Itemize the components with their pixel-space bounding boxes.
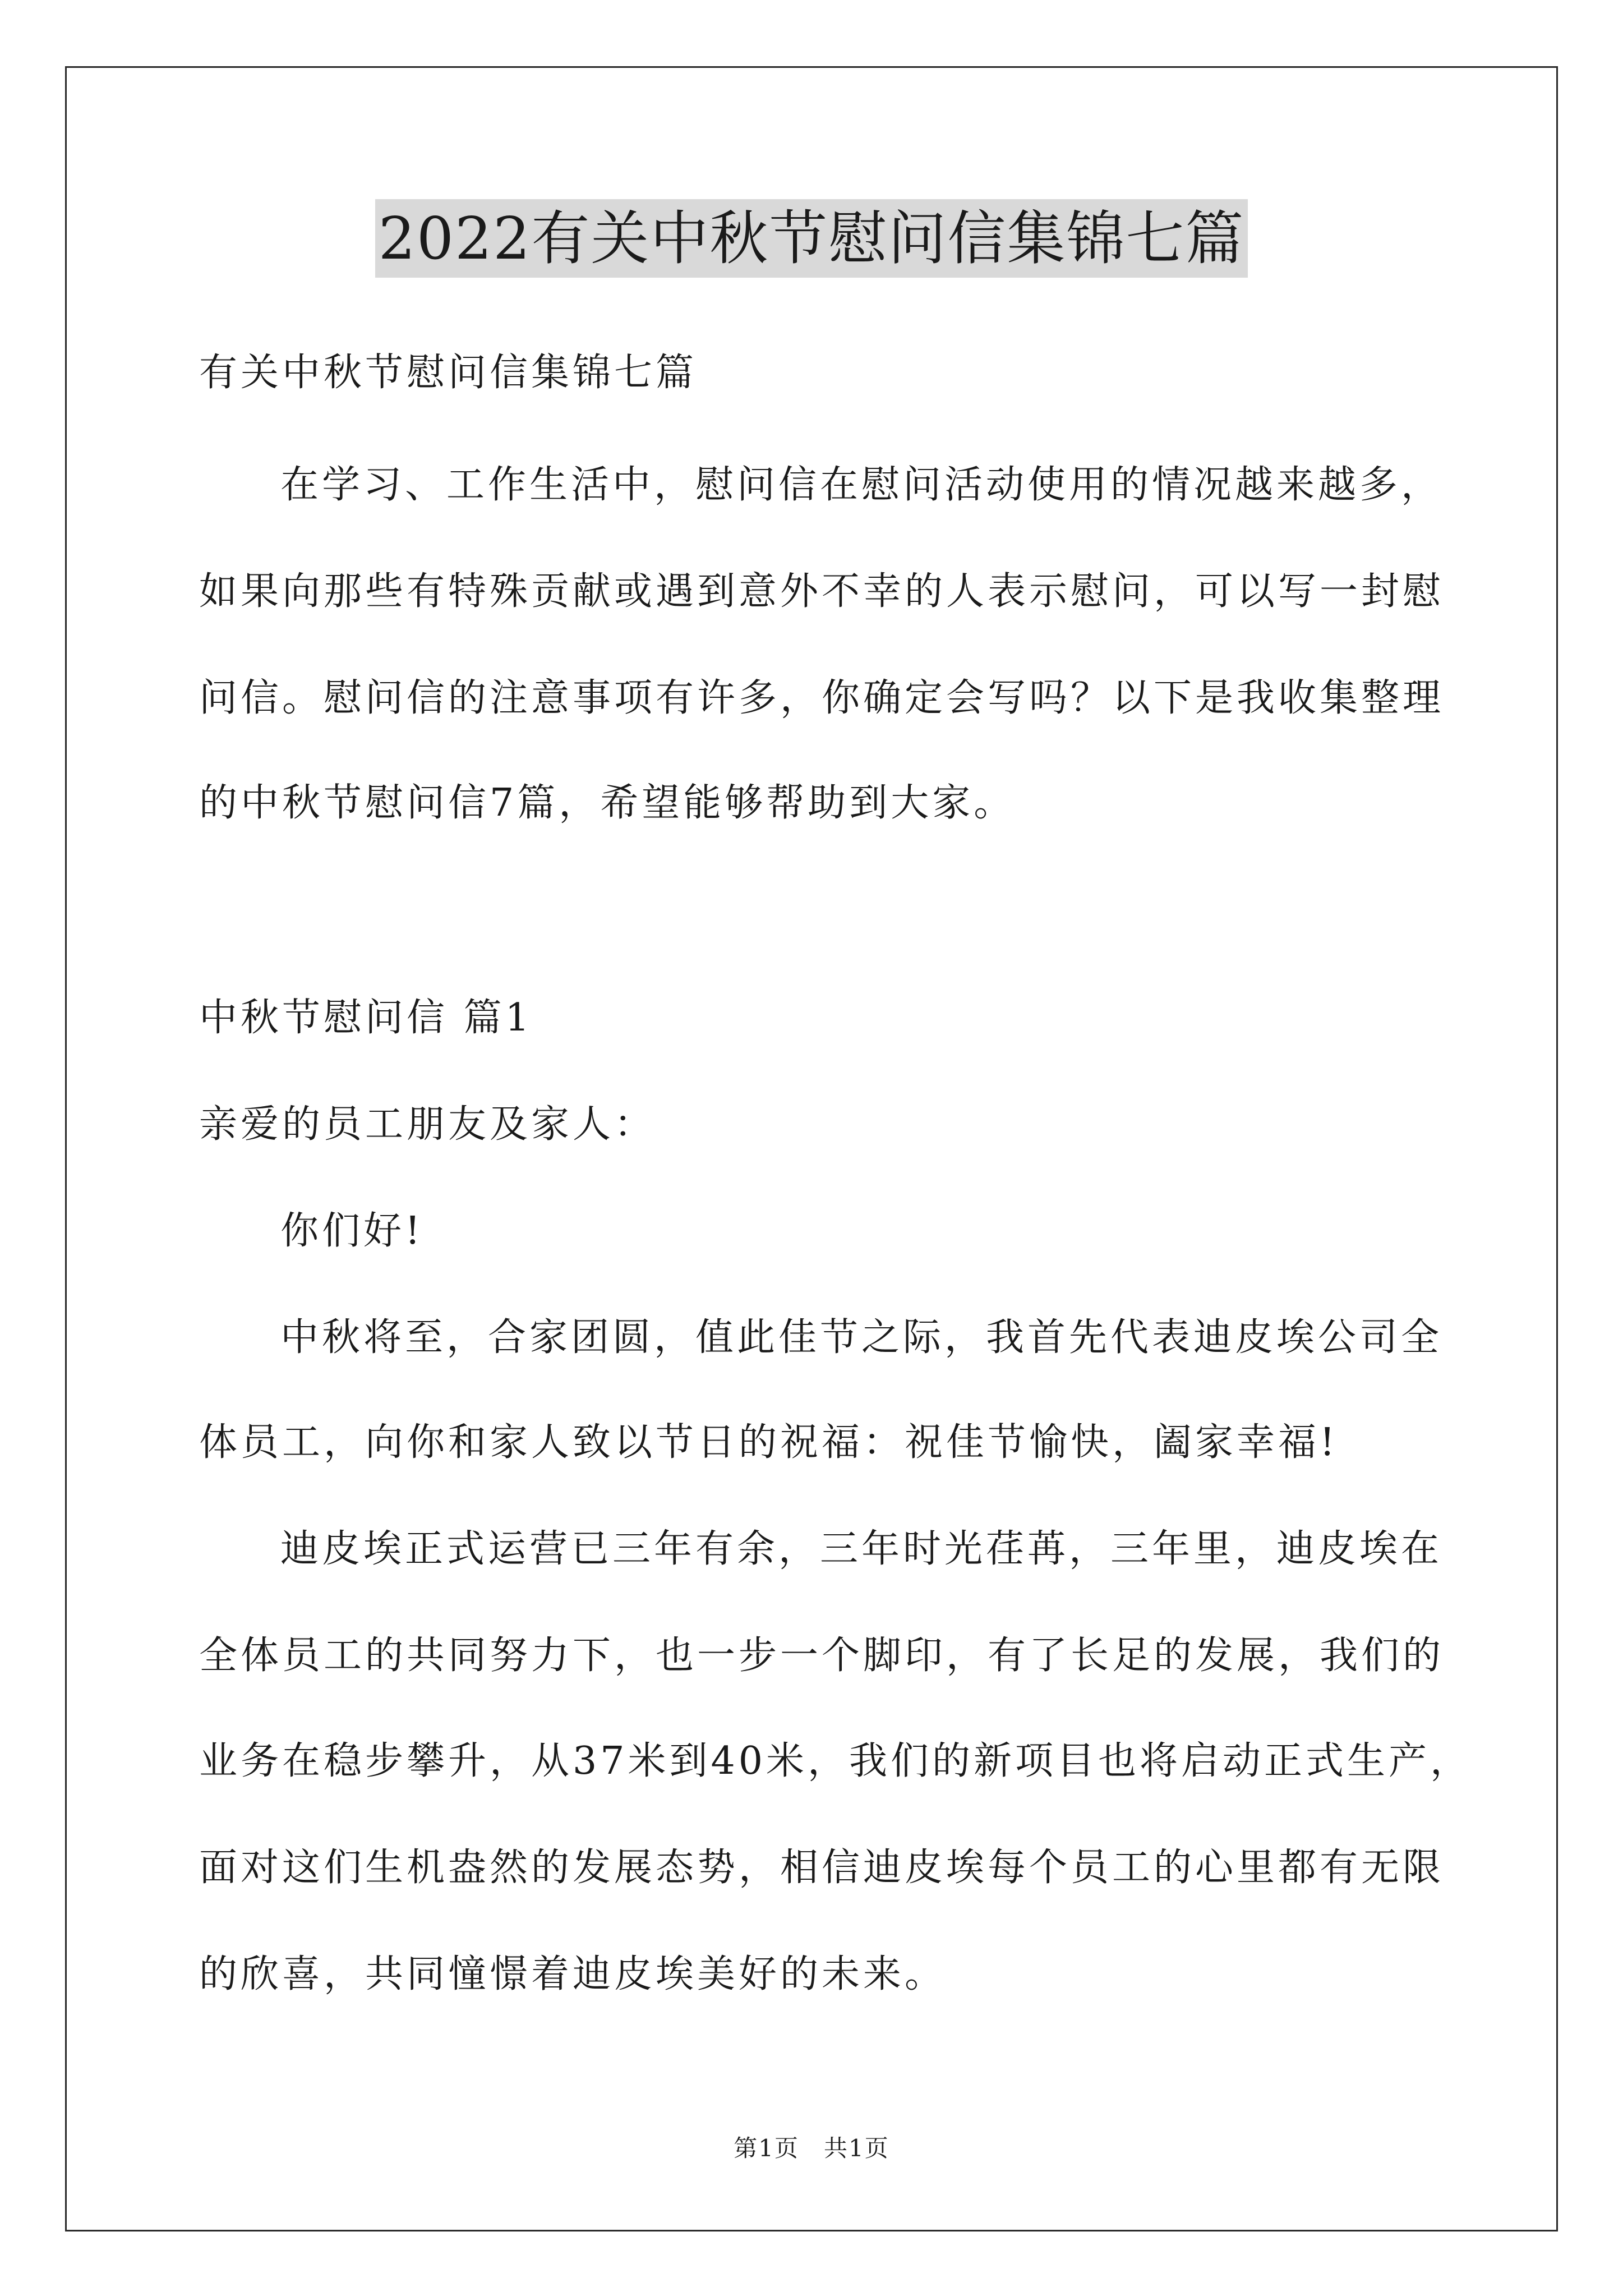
salutation-line: 亲爱的员工朋友及家人： xyxy=(199,1102,656,1147)
body-paragraph-line: 体员工，向你和家人致以节日的祝福：祝佳节愉快，阖家幸福! xyxy=(199,1420,1339,1465)
section-heading: 中秋节慰问信 篇1 xyxy=(199,996,533,1040)
body-paragraph-line: 面对这们生机盎然的发展态势，相信迪皮埃每个员工的心里都有无限 xyxy=(199,1846,1445,1890)
body-paragraph-line: 中秋将至，合家团圆，值此佳节之际，我首先代表迪皮埃公司全 xyxy=(280,1315,1443,1360)
subtitle-line: 有关中秋节慰问信集锦七篇 xyxy=(199,351,698,395)
document-title-text: 2022有关中秋节慰问信集锦七篇 xyxy=(375,199,1248,278)
document-title xyxy=(0,199,1623,278)
body-paragraph-line: 业务在稳步攀升，从37米到40米，我们的新项目也将启动正式生产， xyxy=(199,1739,1472,1783)
body-paragraph-line: 全体员工的共同努力下，也一步一个脚印，有了长足的发展，我们的 xyxy=(199,1634,1445,1678)
intro-paragraph-line: 如果向那些有特殊贡献或遇到意外不幸的人表示慰问，可以写一封慰 xyxy=(199,569,1445,614)
body-paragraph-line: 的欣喜，共同憧憬着迪皮埃美好的未来。 xyxy=(199,1952,947,1996)
intro-paragraph-line: 问信。慰问信的注意事项有许多，你确定会写吗？以下是我收集整理 xyxy=(199,676,1445,720)
greeting-line: 你们好! xyxy=(280,1209,424,1253)
intro-paragraph-line: 在学习、工作生活中，慰问信在慰问活动使用的情况越来越多， xyxy=(280,463,1443,507)
page-number: 第1页 共1页 xyxy=(734,2134,889,2162)
intro-paragraph-line: 的中秋节慰问信7篇，希望能够帮助到大家。 xyxy=(199,781,1016,825)
body-paragraph-line: 迪皮埃正式运营已三年有余，三年时光荏苒，三年里，迪皮埃在 xyxy=(280,1527,1443,1571)
